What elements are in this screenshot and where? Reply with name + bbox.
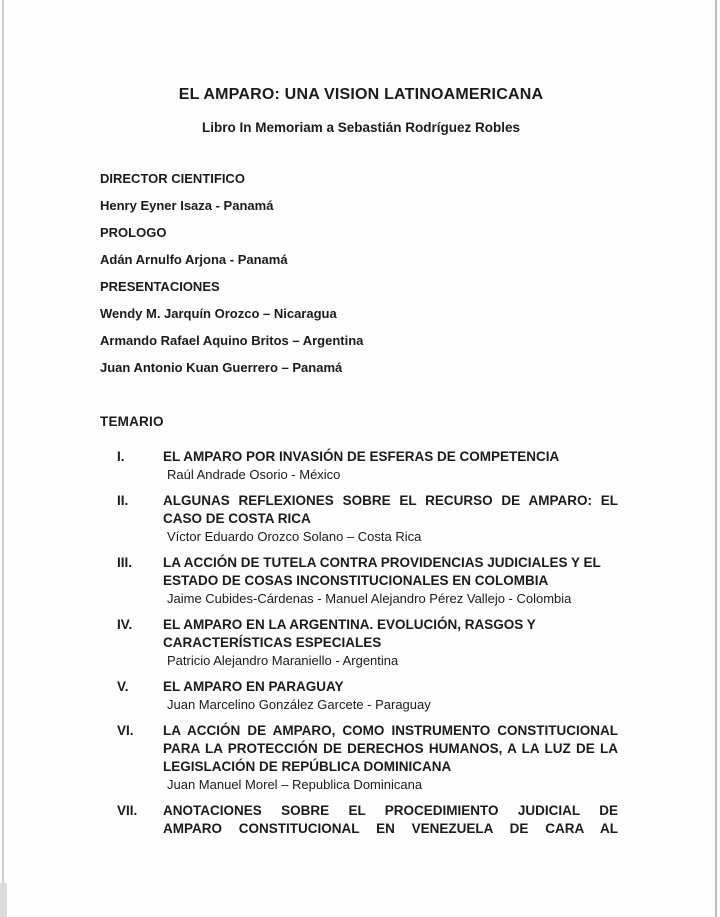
temario-item-numeral: I. <box>117 449 125 464</box>
scan-edge-left <box>2 0 4 917</box>
temario-item-numeral: III. <box>117 555 133 570</box>
credit-group <box>100 172 622 213</box>
temario-item <box>100 554 622 608</box>
temario-item-authors: Juan Marcelino González Garcete - Paraguay <box>167 697 431 712</box>
temario-item-authors: Jaime Cubides-Cárdenas - Manuel Alejandro Pérez Vallejo - Colombia <box>167 591 572 606</box>
credits-section <box>100 172 622 375</box>
temario-item-numeral: II. <box>117 493 129 508</box>
temario-item-title-line: ANOTACIONES SOBRE EL PROCEDIMIENTO JUDICIAL DE <box>163 803 618 818</box>
temario-item-title-line: LA ACCIÓN DE AMPARO, COMO INSTRUMENTO CONSTITUCIONAL <box>163 723 618 738</box>
temario-item-title-line: CASO DE COSTA RICA <box>163 511 311 526</box>
temario-item-authors: Juan Manuel Morel – Republica Dominicana <box>167 777 423 792</box>
scan-edge-right <box>715 0 717 917</box>
temario-item-title-line: EL AMPARO EN LA ARGENTINA. EVOLUCIÓN, RASGOS Y <box>163 617 536 632</box>
credit-name: Juan Antonio Kuan Guerrero – Panamá <box>100 360 343 375</box>
temario-item-content <box>163 554 618 608</box>
temario-item-title-line: ESTADO DE COSAS INCONSTITUCIONALES EN COLOMBIA <box>163 573 549 588</box>
credit-role: PROLOGO <box>100 225 167 240</box>
temario-item-content <box>163 448 618 484</box>
temario-item <box>100 802 622 838</box>
credit-group <box>100 280 622 375</box>
book-title: EL AMPARO: UNA VISION LATINOAMERICANA <box>178 86 544 103</box>
temario-item-title-line: EL AMPARO POR INVASIÓN DE ESFERAS DE COMPETENCIA <box>163 449 560 464</box>
credit-role: DIRECTOR CIENTIFICO <box>100 171 245 186</box>
temario-list <box>100 448 622 838</box>
temario-item-title-line: LA ACCIÓN DE TUTELA CONTRA PROVIDENCIAS JUDICIALES Y EL <box>163 555 601 570</box>
temario-item-content <box>163 802 618 838</box>
credit-name: Wendy M. Jarquín Orozco – Nicaragua <box>100 306 337 321</box>
credit-name: Armando Rafael Aquino Britos – Argentina <box>100 333 364 348</box>
temario-item-content <box>163 492 618 546</box>
temario-item-numeral: VII. <box>117 803 138 818</box>
book-subtitle: Libro In Memoriam a Sebastián Rodríguez Robles <box>201 120 521 135</box>
temario-item <box>100 616 622 670</box>
credit-name: Adán Arnulfo Arjona - Panamá <box>100 252 288 267</box>
temario-item-numeral: V. <box>117 679 129 694</box>
temario-item-authors: Víctor Eduardo Orozco Solano – Costa Rica <box>167 529 422 544</box>
temario-heading: TEMARIO <box>100 414 164 429</box>
temario-item-content <box>163 722 618 794</box>
temario-item-content <box>163 678 618 714</box>
temario-item-title-line: AMPARO CONSTITUCIONAL EN VENEZUELA DE CARA AL <box>163 821 618 836</box>
scan-edge-smudge <box>0 883 7 917</box>
temario-item-authors: Patricio Alejandro Maraniello - Argentina <box>167 653 399 668</box>
temario-item-numeral: IV. <box>117 617 133 632</box>
temario-item <box>100 722 622 794</box>
temario-item <box>100 492 622 546</box>
temario-item-title-line: ALGUNAS REFLEXIONES SOBRE EL RECURSO DE AMPARO: EL <box>163 493 618 508</box>
credit-name: Henry Eyner Isaza - Panamá <box>100 198 274 213</box>
temario-item-content <box>163 616 618 670</box>
temario-item-title-line: CARACTERÍSTICAS ESPECIALES <box>163 635 382 650</box>
credit-group <box>100 226 622 267</box>
temario-item <box>100 448 622 484</box>
temario-item-title-line: EL AMPARO EN PARAGUAY <box>163 679 344 694</box>
temario-item <box>100 678 622 714</box>
temario-item-title-line: PARA LA PROTECCIÓN DE DERECHOS HUMANOS, A LA LUZ DE LA <box>163 741 618 756</box>
temario-item-title-line: LEGISLACIÓN DE REPÚBLICA DOMINICANA <box>163 759 452 774</box>
credit-role: PRESENTACIONES <box>100 279 220 294</box>
temario-item-authors: Raúl Andrade Osorio - México <box>167 467 341 482</box>
temario-item-numeral: VI. <box>117 723 134 738</box>
